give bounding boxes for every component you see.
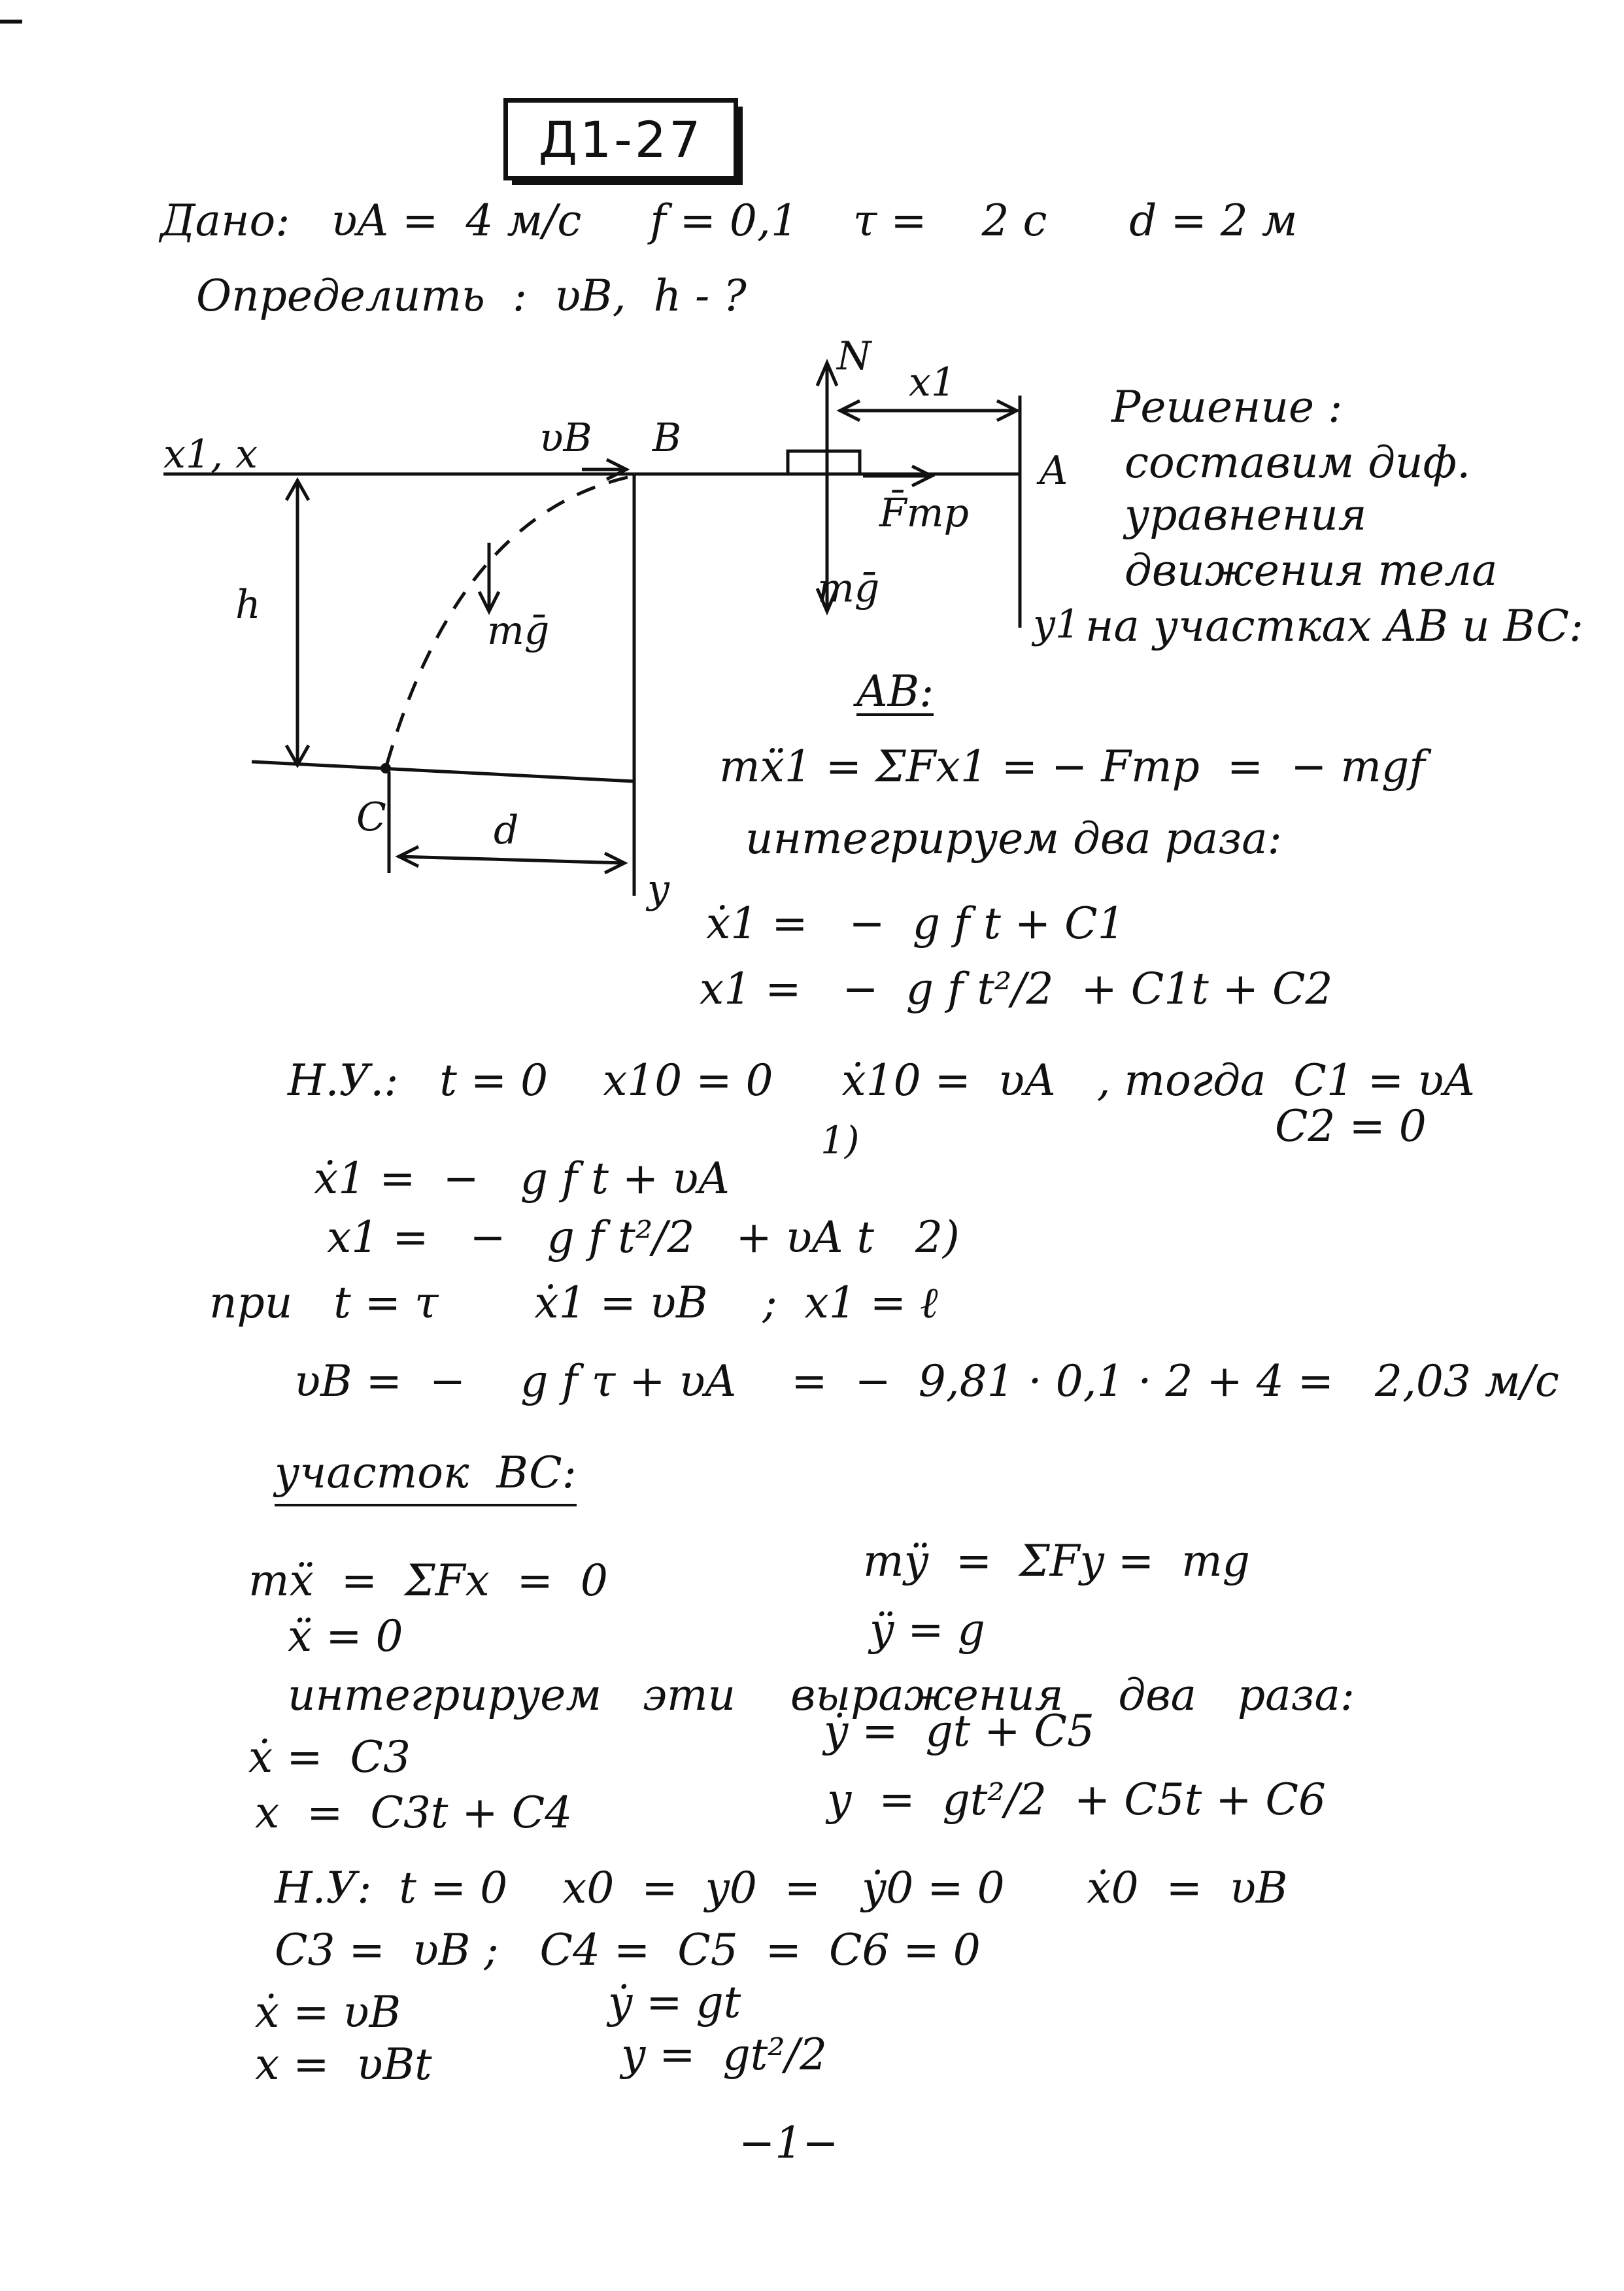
given-line: Дано: υA = 4 м/с f = 0,1 τ = 2 с d = 2 м xyxy=(160,195,1298,246)
label-x1: x1 xyxy=(909,360,956,405)
bc-line: y = gt²/2 + C5t + C6 xyxy=(827,1774,1326,1825)
bc-line: y = gt²/2 xyxy=(621,2029,827,2080)
bc-heading: участок BC: xyxy=(275,1451,577,1506)
bc-line: ẍ = 0 xyxy=(288,1611,403,1661)
label-d: d xyxy=(494,807,519,853)
bc-line: C3 = υB ; C4 = C5 = C6 = 0 xyxy=(275,1925,981,1975)
problem-number: Д1-27 xyxy=(538,110,703,169)
label-A: A xyxy=(1040,448,1068,494)
note-line: движения тела xyxy=(1125,545,1498,596)
ab-line: ẋ1 = − g f t + υA xyxy=(314,1153,730,1204)
ab-line: C2 = 0 xyxy=(1275,1101,1427,1151)
bc-line: ẏ = gt + C5 xyxy=(824,1706,1095,1756)
label-y1: y1 xyxy=(1033,602,1081,647)
note-line: Решение : xyxy=(1111,382,1343,432)
bc-line: mÿ = ΣFy = mg xyxy=(863,1536,1250,1586)
ground-line xyxy=(252,762,634,781)
bc-line: x = C3t + C4 xyxy=(255,1788,573,1838)
ab-line: ẋ1 = − g f t + C1 xyxy=(706,898,1125,949)
block xyxy=(788,451,860,474)
label-y: y xyxy=(647,866,669,912)
ab-line: x1 = − g f t²/2 + υA t 2) xyxy=(327,1212,960,1263)
label-mg-right: mḡ xyxy=(817,566,880,611)
label-C: C xyxy=(356,794,386,840)
find-line: Определить : υB, h - ? xyxy=(196,271,747,321)
page-number: −1− xyxy=(739,2118,839,2168)
label-N: N xyxy=(837,333,871,379)
note-line: на участках AB и BC: xyxy=(1085,601,1584,651)
note-line: составим диф. xyxy=(1125,437,1471,488)
bc-line: ẏ = gt xyxy=(608,1977,741,2028)
ab-heading: AB: xyxy=(856,666,934,717)
ab-line: x1 = − g f t²/2 + C1t + C2 xyxy=(700,964,1333,1014)
ab-line: mẍ1 = ΣFx1 = − Fтр = − mgf xyxy=(719,741,1425,792)
axis-label-x: x1, x xyxy=(163,432,258,477)
d-dimension-line xyxy=(399,857,624,863)
label-B: B xyxy=(652,415,682,461)
bc-line: ÿ = g xyxy=(870,1604,985,1655)
ab-line: при t = τ ẋ1 = υB ; x1 = ℓ xyxy=(209,1278,938,1328)
ab-line: 1) xyxy=(820,1118,860,1162)
bc-line: ẋ = υB xyxy=(255,1987,401,2037)
label-h: h xyxy=(235,582,261,628)
note-line: уравнения xyxy=(1125,490,1367,540)
bc-line: интегрируем эти выражения два раза: xyxy=(288,1670,1355,1720)
label-mg-left: mḡ xyxy=(487,608,550,654)
ab-line: Н.У.: t = 0 x10 = 0 ẋ10 = υA , тогда C1 = υA xyxy=(288,1055,1475,1106)
bc-line: x = υBt xyxy=(255,2039,432,2090)
label-vB: υB xyxy=(539,415,592,461)
bc-line: Н.У: t = 0 x0 = y0 = ẏ0 = 0 ẋ0 = υB xyxy=(275,1863,1288,1913)
bc-line: mẍ = ΣFx = 0 xyxy=(248,1555,608,1606)
label-Ftr: F̄тр xyxy=(879,490,969,536)
bc-line: ẋ = C3 xyxy=(248,1732,411,1782)
ab-line: υB = − g f τ + υA = − 9,81 · 0,1 · 2 + 4 = 2,03 м/с xyxy=(294,1356,1559,1406)
ab-line: интегрируем два раза: xyxy=(745,813,1282,864)
point-C xyxy=(381,763,391,773)
